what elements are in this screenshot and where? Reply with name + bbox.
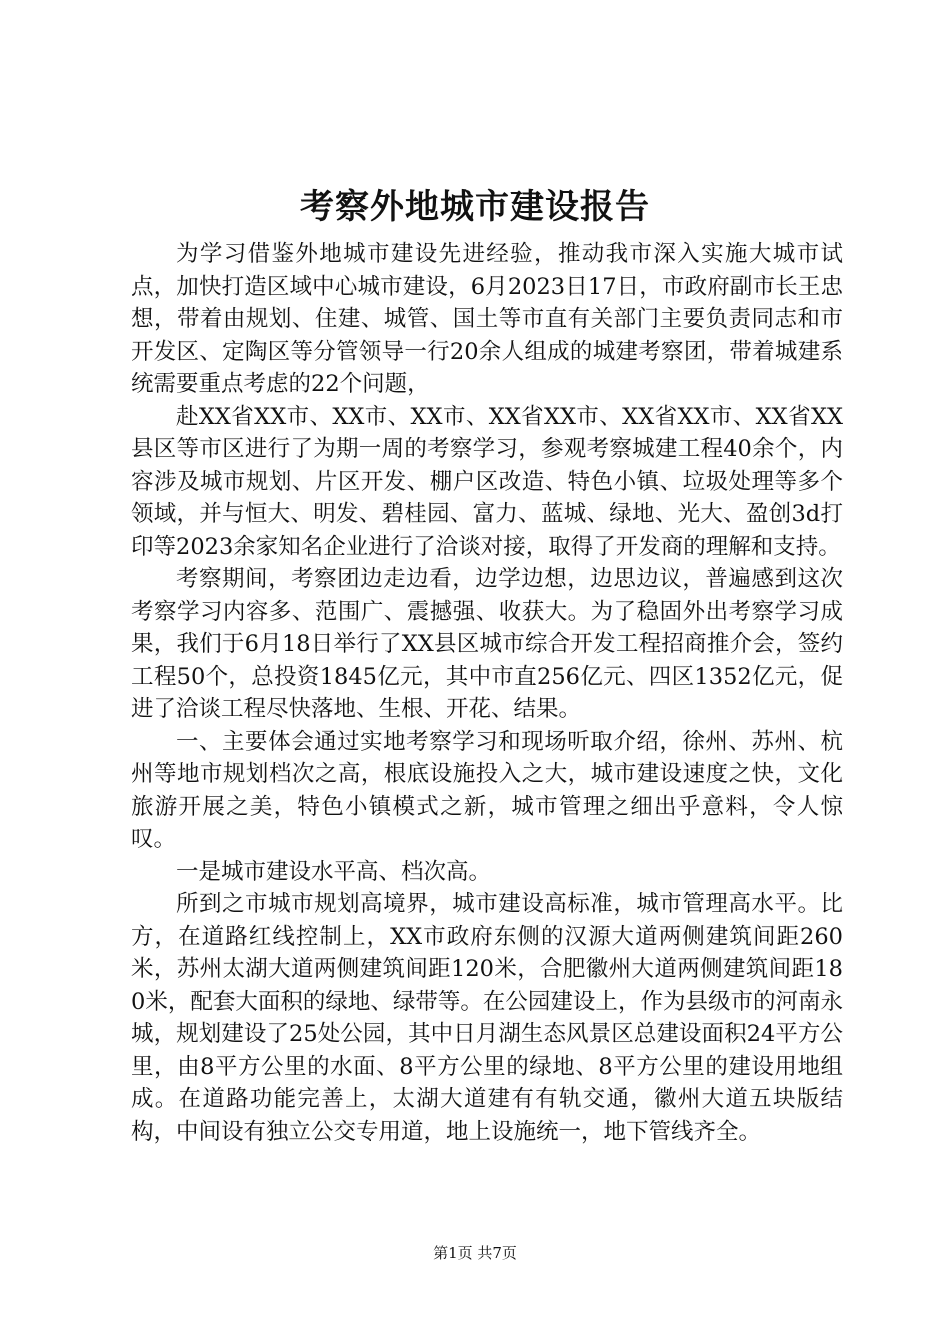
- paragraph-outcome: 考察期间，考察团边走边看，边学边想，边思边议，普遍感到这次考察学习内容多、范围广、震撼强、收获大。为了稳固外出考察学习成果，我们于6月18日举行了XX县区城市综合开发工程招商推介会，签约工程50个，总投资1845亿元，其中市直256亿元、四区1352亿元，促进了洽谈工程尽快落地、生根、开花、结果。: [131, 566, 843, 722]
- paragraph-point-one-heading: 一是城市建设水平高、档次高。: [176, 858, 492, 885]
- document-body: [131, 238, 843, 1148]
- paragraph-intro: 为学习借鉴外地城市建设先进经验，推动我市深入实施大城市试点，加快打造区域中心城市建设，6月2023日17日，市政府副市长王忠想，带着由规划、住建、城管、国土等市直有关部门主要负责同志和市开发区、定陶区等分管领导一行20余人组成的城建考察团，带着城建系统需要重点考虑的22个问题，: [131, 241, 843, 397]
- page-number-footer: 第1页 共7页: [433, 1244, 517, 1262]
- document-title: 考察外地城市建设报告: [300, 187, 650, 227]
- paragraph-itinerary: 赴XX省XX市、XX市、XX市、XX省XX市、XX省XX市、XX省XX县区等市区进行了为期一周的考察学习，参观考察城建工程40余个，内容涉及城市规划、片区开发、棚户区改造、特色小镇、垃圾处理等多个领域，并与恒大、明发、碧桂园、富力、蓝城、绿地、光大、盈创3d打印等2023余家知名企业进行了洽谈对接，取得了开发商的理解和支持。: [131, 403, 843, 560]
- paragraph-point-one-detail: 所到之市城市规划高境界，城市建设高标准，城市管理高水平。比方，在道路红线控制上，XX市政府东侧的汉源大道两侧建筑间距260米，苏州太湖大道两侧建筑间距120米，合肥徽州大道两侧建筑间距180米，配套大面积的绿地、绿带等。在公园建设上，作为县级市的河南永城，规划建设了25处公园，其中日月湖生态风景区总建设面积24平方公里，由8平方公里的水面、8平方公里的绿地、8平方公里的建设用地组成。在道路功能完善上，太湖大道建有有轨交通，徽州大道五块版结构，中间设有独立公交专用道，地上设施统一，地下管线齐全。: [131, 891, 843, 1145]
- paragraph-main-insights: 一、主要体会通过实地考察学习和现场听取介绍，徐州、苏州、杭州等地市规划档次之高，根底设施投入之大，城市建设速度之快，文化旅游开展之美，特色小镇模式之新，城市管理之细出乎意料，令人惊叹。: [131, 728, 843, 852]
